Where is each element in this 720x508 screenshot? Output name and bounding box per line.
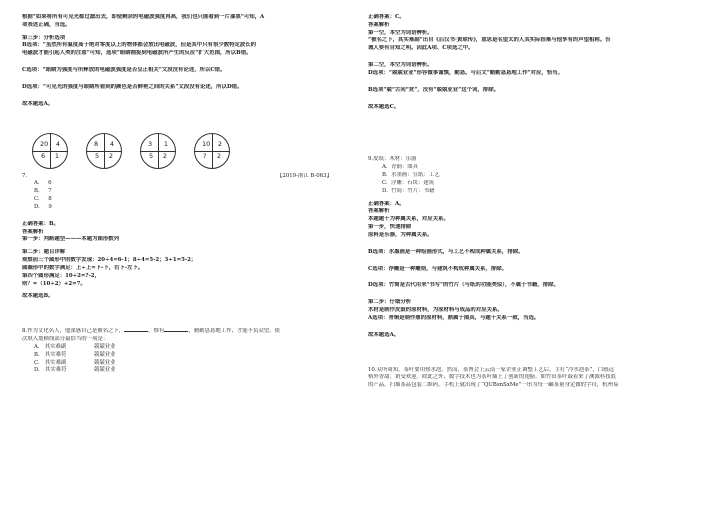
text-line: 第一步，快速排除 xyxy=(368,224,412,231)
text-line: D选项：竹简是古代用来"书写"的竹片（与纸的功能类似），不属于书籍，排除。 xyxy=(368,282,559,289)
text-line: 观察前三个圆形中的数字发现：20÷4=6-1；8÷4=5-2；3÷1=5-2； xyxy=(22,257,197,264)
puzzle-figure xyxy=(32,133,340,169)
text-line: 电磁波才能引起人类的注意”可知，选项“眼睛捕捉到电磁波所产生的反应”扩大范围，所以B错。 xyxy=(22,50,252,57)
text-line: C选项：“眼睛为强度与所释放的电磁波强度是否呈正相关”文段没有论述，所以C错。 xyxy=(22,67,226,74)
circle-number: 4 xyxy=(55,139,60,148)
analysis-heading: 答案解析 xyxy=(22,228,44,235)
text-line: 则？=（10÷2）+2=7。 xyxy=(22,280,86,287)
correct-answer: 正确答案：B。 xyxy=(22,220,59,227)
correct-answer: 正确答案：C。 xyxy=(368,14,405,20)
text-line: 第二空，本空为词语辨析。 xyxy=(368,62,433,69)
answer-line: 故本题选A。 xyxy=(22,100,54,107)
option: C. 8 xyxy=(34,196,52,203)
answer-line: 故本题选B。 xyxy=(22,293,54,300)
left-column xyxy=(22,14,340,375)
circle-number: 20 xyxy=(40,139,49,148)
text-line: D选项：“兢兢业业”形容做事谨慎，勤恳。与后文“勤勤恳恳地工作”对应，恰当。 xyxy=(368,69,563,76)
answer-line: 故本题选A。 xyxy=(368,331,400,338)
analysis-heading: 答案解析 xyxy=(368,208,390,215)
text-line: C选项：浮雕是一种雕刻，与建筑不构成种属关系，排除。 xyxy=(368,265,508,272)
circle-number: 3 xyxy=(148,139,153,148)
blank-line xyxy=(164,331,188,332)
text-line: B选项：“虽然所有温度高于绝对零度以上的物体都会放出电磁波，但是其中只有很少数特定波长的 xyxy=(22,42,257,49)
text-line: 诫人要有自知之明。因此A项、C项选之中。 xyxy=(368,45,474,52)
text-line: “被名之下，其实难副”出自《后汉书·黄琼传》，意思是名望太的人其实际很难与他享有的声望相称。告 xyxy=(368,37,611,44)
question-number: 7. xyxy=(22,172,28,179)
circle-number: 4 xyxy=(109,139,114,148)
text-line: 本题题干为种属关系，对应关系。 xyxy=(368,216,449,223)
circle-number: 6 xyxy=(41,152,46,161)
puzzle-circle xyxy=(86,133,122,169)
circle-number: 1 xyxy=(54,152,59,161)
question-stem: 次填入划横线部分最恰当的一项是： xyxy=(22,336,109,343)
text-line: 第二步：仔细分析 xyxy=(368,299,412,306)
circle-number: 5 xyxy=(95,152,100,161)
circle-number: 5 xyxy=(149,152,154,161)
circle-number: 8 xyxy=(94,139,99,148)
analysis-heading: 答案解析 xyxy=(368,21,390,28)
puzzle-circle xyxy=(32,133,68,169)
text-line: 第一步：判断题型———本题为图形数列 xyxy=(22,236,120,243)
right-column xyxy=(368,14,698,390)
option: D. 其实难符 兢兢业业 xyxy=(34,367,116,374)
text-line: B选项：水墨画是一种绘画形式，与工艺不构成种属关系，排除。 xyxy=(368,248,524,255)
text-line: 第二步：题目详解 xyxy=(22,249,66,256)
puzzle-circle xyxy=(140,133,176,169)
option: B. 其实难符 兢兢业业 xyxy=(34,351,116,358)
text-line: D选项：“可见光的强度与眼睛所看到的颜色是否鲜艳之间的关系”文段没有论述，所以D错。 xyxy=(22,83,243,90)
option: C. 浮雕：石块：建筑 xyxy=(382,179,435,186)
correct-answer: 正确答案：A。 xyxy=(368,200,405,207)
question-stem: 格外香甜，销受欢迎。除此之外，数字技术也为茶叶插上了创新的翅膀。如竹田茶叶载着来了溯源科技底 xyxy=(368,374,616,381)
text-line: B选项“兢”古同“竞”，没有“兢兢业业”这个词，排除。 xyxy=(368,86,499,93)
option: D. 竹简：竹片：书籍 xyxy=(382,187,435,194)
text-line: A选项：青铜是制作鼎的原材料，鼎属于图具，与题干关系一致，当选。 xyxy=(368,314,540,321)
circle-number: ? xyxy=(203,152,207,161)
circle-number: 2 xyxy=(217,139,222,148)
text-line: 原料是乐器，为种属关系。 xyxy=(368,231,433,238)
circle-number: 2 xyxy=(216,152,221,161)
question-number-row xyxy=(22,173,340,181)
text-line: 项表述正确，当选。 xyxy=(22,21,71,28)
question-stem: 9.皮纸：木材：乐器 xyxy=(368,156,417,163)
answer-line: 故本题选C。 xyxy=(368,103,400,110)
blank-line xyxy=(124,331,148,332)
option: D. 9 xyxy=(34,203,52,210)
option: A. 青铜：图具 xyxy=(382,164,418,171)
text-line: 第一空，本空为词语辨析。 xyxy=(368,29,433,36)
circle-number: 10 xyxy=(202,139,211,148)
circle-number: 2 xyxy=(108,152,113,161)
puzzle-circle xyxy=(194,133,230,169)
text-line: 圆圈形中的数字满足：上÷上=下-下，右下-左下。 xyxy=(22,264,144,271)
circle-number: 1 xyxy=(163,139,168,148)
option: C. 其实难副 兢兢业业 xyxy=(34,359,116,366)
circle-number: 2 xyxy=(162,152,167,161)
question-stem: 8.作为文化名人，他深感自己是被名之下， ，惟有 ，勤勤恳恳地工作，才能不负众望。依 xyxy=(22,328,281,335)
text-line: 根据“如果将所有可见光都过滤出去，即使剩余的电磁波强度再高，我们也只能看到一片漆黑”可知，A xyxy=(22,14,265,20)
section-title: 第三步：分析选项 xyxy=(22,34,66,41)
question-stem: 的产品，扫描茶品包装二维码，手机上就出现了“QUBsnSxMe”一串为每一罐茶量身定做的字符，杭州易 xyxy=(368,382,619,389)
option: B. 7 xyxy=(34,188,52,195)
option: A. 6 xyxy=(34,180,52,187)
option: A. 其实难副 兢兢业业 xyxy=(34,343,116,350)
text-line: 木材是制作皮鼓的原材料，为原材料与成品的对应关系。 xyxy=(368,307,503,314)
source-tag: 【2019-浙江 B-063】 xyxy=(277,172,332,179)
text-line: 第四个圆形满足：10÷2=?-2， xyxy=(22,272,100,279)
option: B. 水墨画：宣纸：工艺 xyxy=(382,172,440,179)
question-stem: 10.众所周知，茶叶要用热水泡。然而，茶博会上云南一家企业正调整工艺后，主打“冷水泡茶”，口感远 xyxy=(368,366,614,373)
